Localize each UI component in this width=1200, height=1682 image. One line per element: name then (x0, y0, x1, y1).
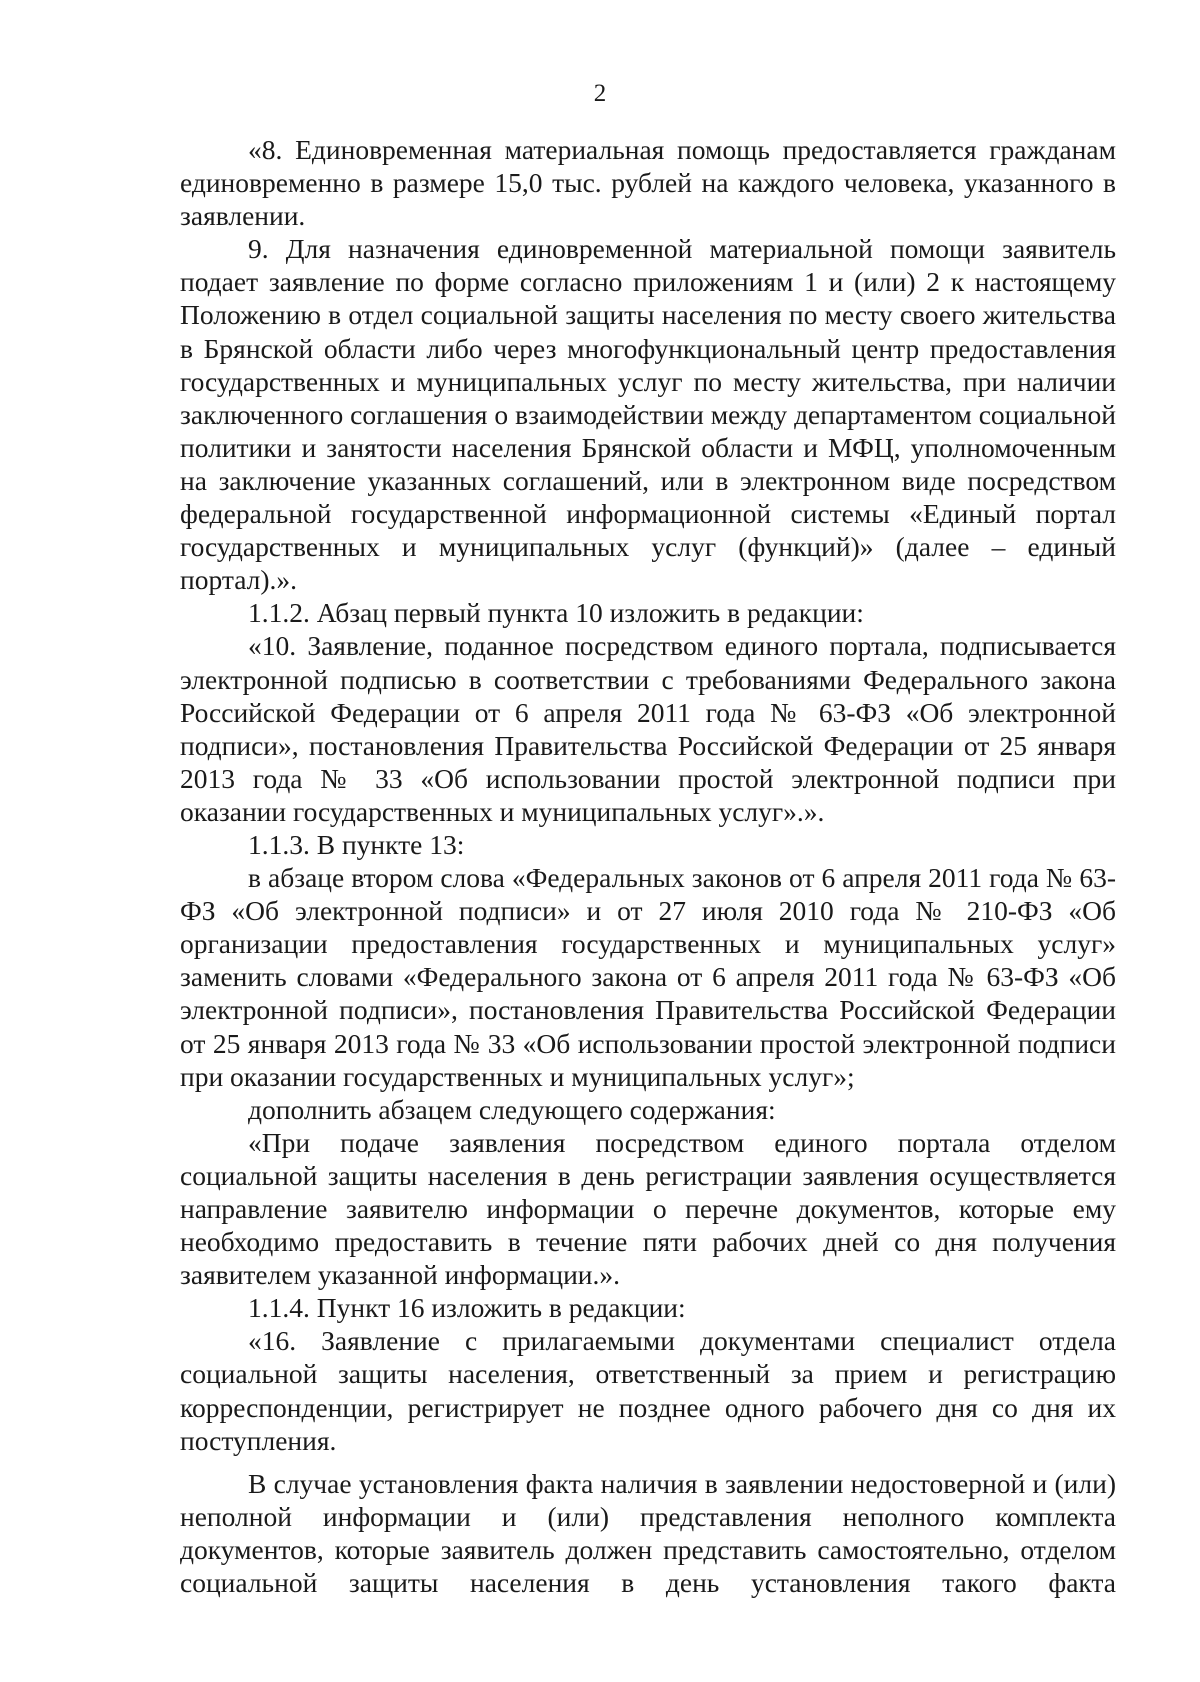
paragraph-item-10: «10. Заявление, поданное посредством единого портала, подписывается электронной подписью в соответствии с требованиями Федерального закона Российской Федерации от 6 апреля 2011 года № 63-ФЗ «Об электронной подписи», постановления Правительства Российской Федерации от 25 января 2013 года № 33 «Об использовании простой электронной подписи при оказании государственных и муниципальных услуг».». (180, 630, 1116, 827)
page-number: 2 (593, 80, 607, 107)
paragraph-portal-submission: «При подаче заявления посредством единого портала отделом социальной защиты населения в день регистрации заявления осуществляется направление заявителю информации о перечне документов, которые ему необходимо предоставить в течение пяти рабочих дней со дня получения заявителем указанной информации.». (180, 1126, 1116, 1291)
paragraph-item-9: 9. Для назначения единовременной материальной помощи заявитель подает заявление по форме согласно приложениям 1 и (или) 2 к настоящему Положению в отдел социальной защиты населения по месту своего жительства в Брянской области либо через многофункциональный центр предоставления государственных и муниципальных услуг по месту жительства, при наличии заключенного соглашения о взаимодействии между департаментом социальной политики и занятости населения Брянской области и МФЦ, уполномоченным на заключение указанных соглашений, или в электронном виде посредством федеральной государственной информационной системы «Единый портал государственных и муниципальных услуг (функций)» (далее – единый портал).». (180, 233, 1116, 596)
paragraph-item-8: «8. Единовременная материальная помощь предоставляется гражданам единовременно в размере 15,0 тыс. рублей на каждого человека, указанного в заявлении. (180, 134, 1116, 232)
paragraph-amendment-1-1-4: 1.1.4. Пункт 16 изложить в редакции: (248, 1292, 686, 1324)
document-body (180, 133, 1116, 1599)
paragraph-item-16: «16. Заявление с прилагаемыми документами специалист отдела социальной защиты населения, ответственный за прием и регистрацию корреспонденции, регистрирует не позднее одного рабочего дня со дня их поступления. (180, 1325, 1116, 1456)
paragraph-amendment-1-1-2: 1.1.2. Абзац первый пункта 10 изложить в редакции: (248, 597, 864, 629)
paragraph-add-abzac: дополнить абзацем следующего содержания: (248, 1093, 776, 1125)
paragraph-incomplete-info: В случае установления факта наличия в заявлении недостоверной и (или) неполной информации и (или) представления неполного комплекта документов, которые заявитель должен представить самостоятельно, отделом социальной защиты населения в день установления такого факта (180, 1467, 1116, 1599)
paragraph-item-13-second-abzac: в абзаце втором слова «Федеральных законов от 6 апреля 2011 года № 63-ФЗ «Об электронной подписи» и от 27 июля 2010 года № 210-ФЗ «Об организации предоставления государственных и муниципальных услуг» заменить словами «Федерального закона от 6 апреля 2011 года № 63-ФЗ «Об электронной подписи», постановления Правительства Российской Федерации от 25 января 2013 года № 33 «Об использовании простой электронной подписи при оказании государственных и муниципальных услуг»; (180, 862, 1116, 1092)
paragraph-amendment-1-1-3: 1.1.3. В пункте 13: (248, 828, 465, 860)
